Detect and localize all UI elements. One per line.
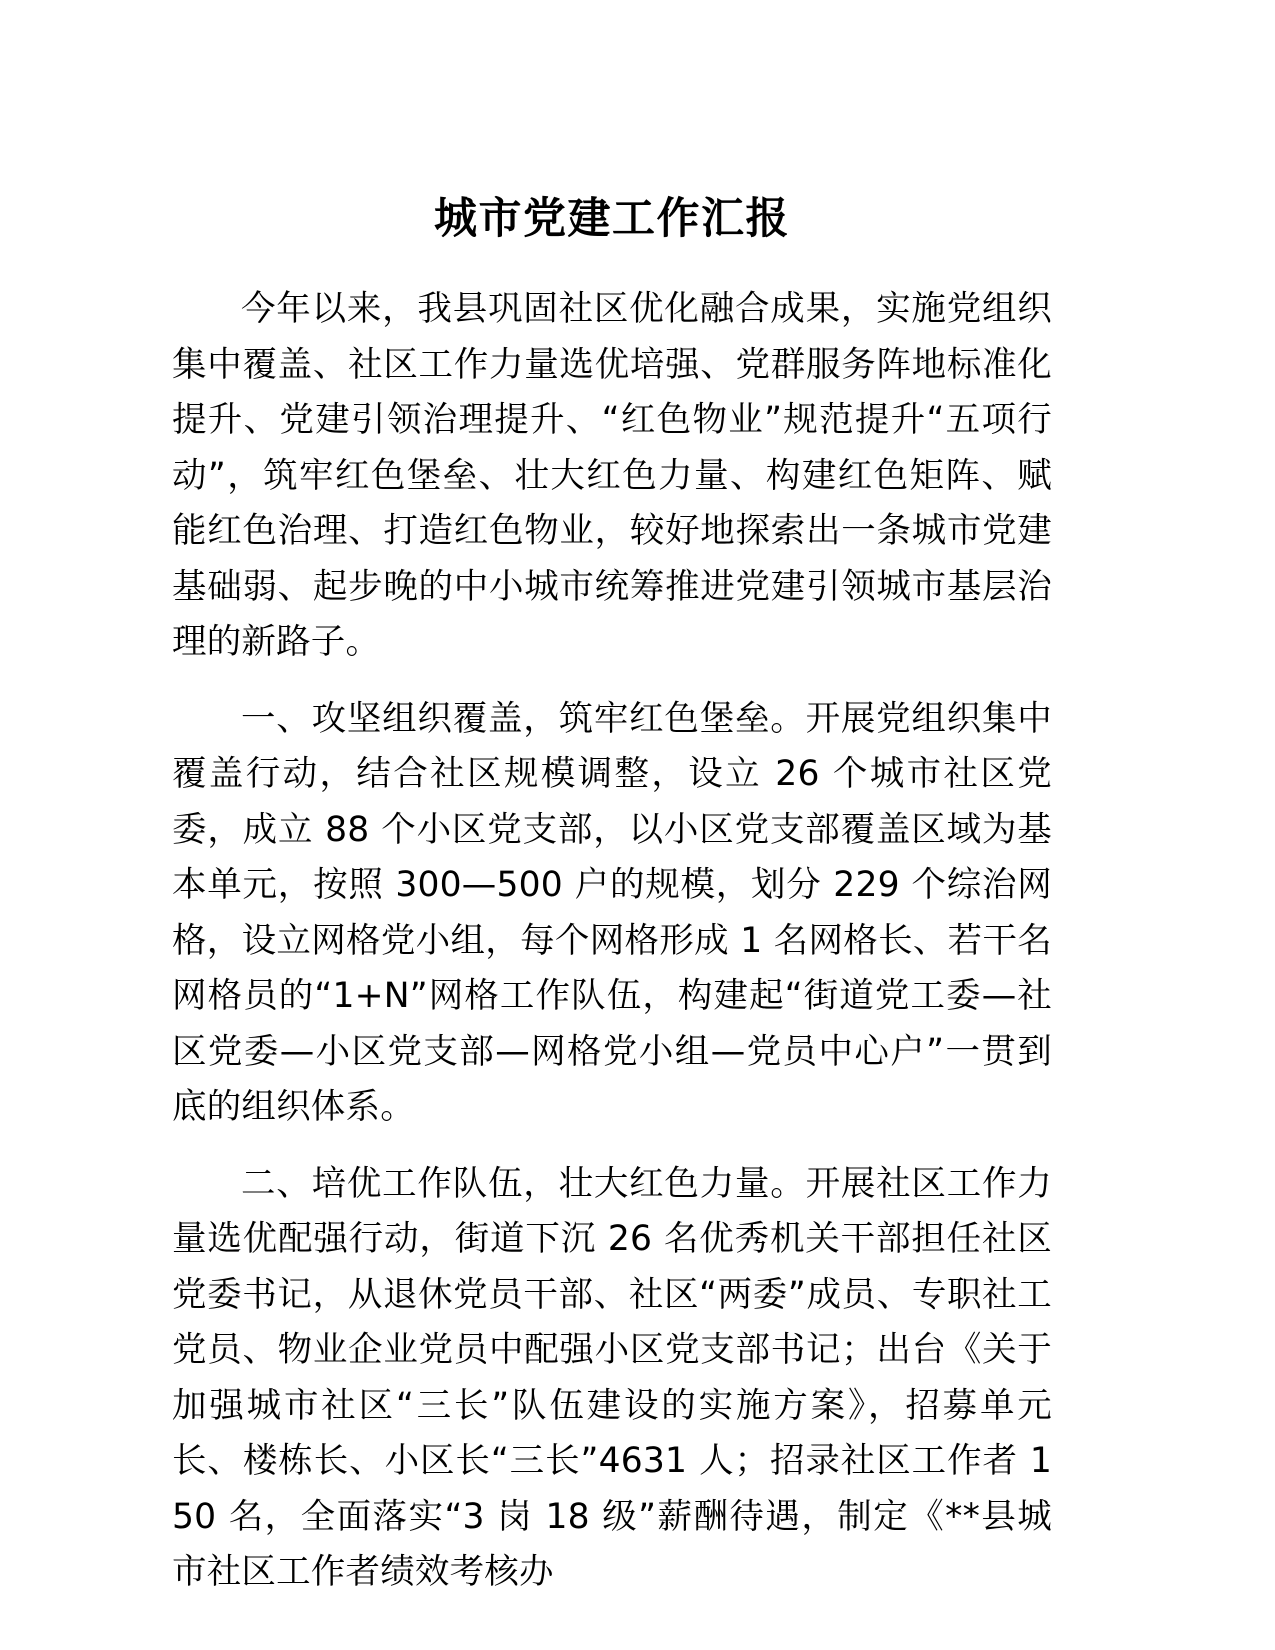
paragraph-section-two: 二、培优工作队伍，壮大红色力量。开展社区工作力量选优配强行动，街道下沉 26 名优秀机关干部担任社区党委书记，从退休党员干部、社区“两委”成员、专职社工党员、物业企业党员中配强小区党支部书记；出台《关于加强城市社区“三长”队伍建设的实施方案》，招募单元长、楼栋长、小区长“三长”4631 人；招录社区工作者 150 名，全面落实“3 岗 18 级”薪酬待遇，制定《**县城市社区工作者绩效考核办 (172, 1163, 1052, 1593)
paragraph-section-one: 一、攻坚组织覆盖，筑牢红色堡垒。开展党组织集中覆盖行动，结合社区规模调整，设立 26 个城市社区党委，成立 88 个小区党支部，以小区党支部覆盖区域为基本单元，按照 300—500 户的规模，划分 229 个综治网格，设立网格党小组，每个网格形成 1 名网格长、若干名网格员的“1+N”网格工作队伍，构建起“街道党工委—社区党委—小区党支部—网格党小组—党员中心户”一贯到底的组织体系。 (172, 698, 1052, 1128)
page-title: 城市党建工作汇报 (434, 194, 790, 244)
paragraph-intro: 今年以来，我县巩固社区优化融合成果，实施党组织集中覆盖、社区工作力量选优培强、党群服务阵地标准化提升、党建引领治理提升、“红色物业”规范提升“五项行动”，筑牢红色堡垒、壮大红色力量、构建红色矩阵、赋能红色治理、打造红色物业，较好地探索出一条城市党建基础弱、起步晚的中小城市统筹推进党建引领城市基层治理的新路子。 (172, 289, 1052, 663)
document-body (172, 0, 1052, 1601)
